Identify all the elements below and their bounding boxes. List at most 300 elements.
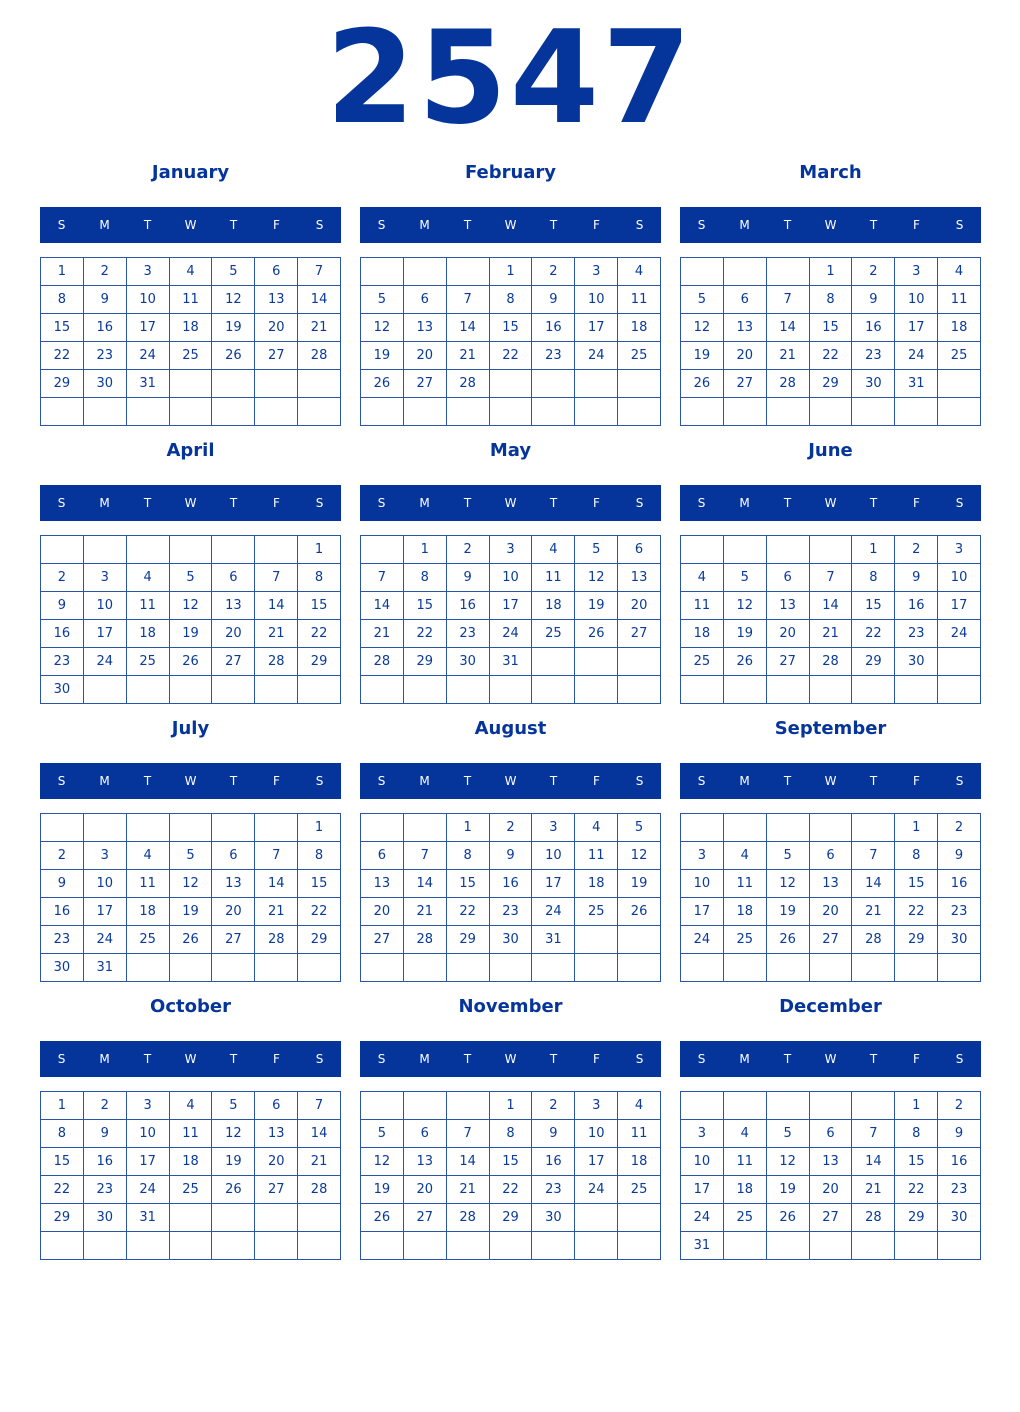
empty-day-cell (618, 676, 661, 704)
weekday-label: T (549, 218, 558, 232)
day-cell: 23 (41, 926, 84, 954)
day-cell: 31 (532, 926, 575, 954)
day-cell: 8 (41, 1120, 84, 1148)
day-cell: 26 (212, 1176, 255, 1204)
weekday-label: W (504, 218, 517, 232)
empty-day-cell (361, 814, 404, 842)
day-cell: 26 (212, 342, 255, 370)
empty-day-cell (298, 370, 341, 398)
weekday-label: T (463, 496, 472, 510)
day-cell: 10 (895, 286, 938, 314)
day-cell: 17 (127, 314, 170, 342)
day-cell: 9 (84, 1120, 127, 1148)
day-cell: 3 (84, 842, 127, 870)
day-cell: 17 (532, 870, 575, 898)
day-cell: 4 (532, 536, 575, 564)
day-cell: 20 (810, 1176, 853, 1204)
empty-day-cell (681, 814, 724, 842)
month-name: October (150, 996, 231, 1017)
month-name: March (799, 162, 862, 183)
weekday-header (680, 1041, 981, 1077)
empty-day-cell (212, 676, 255, 704)
weekday-label: T (463, 774, 472, 788)
weekday-label: S (697, 496, 706, 510)
day-cell: 1 (447, 814, 490, 842)
day-cell: 10 (938, 564, 981, 592)
weekday-label: S (57, 218, 66, 232)
weekday-label: T (783, 496, 792, 510)
day-cell: 11 (532, 564, 575, 592)
day-cell: 4 (127, 842, 170, 870)
day-cell: 15 (895, 1148, 938, 1176)
empty-day-cell (170, 1232, 213, 1260)
day-cell: 13 (404, 314, 447, 342)
day-cell: 22 (298, 620, 341, 648)
weekday-label: T (143, 218, 152, 232)
day-cell: 30 (41, 954, 84, 982)
day-cell: 20 (404, 1176, 447, 1204)
empty-day-cell (532, 398, 575, 426)
weekday-label: W (824, 218, 837, 232)
day-cell: 29 (298, 648, 341, 676)
day-cell: 23 (532, 1176, 575, 1204)
month-name: July (171, 718, 210, 739)
empty-day-cell (84, 676, 127, 704)
day-cell: 19 (361, 342, 404, 370)
month-name: August (474, 718, 547, 739)
weekday-label: S (955, 1052, 964, 1066)
empty-day-cell (724, 398, 767, 426)
empty-day-cell (575, 1204, 618, 1232)
weekday-label: T (869, 1052, 878, 1066)
day-cell: 12 (212, 1120, 255, 1148)
day-cell: 11 (724, 870, 767, 898)
day-cell: 8 (810, 286, 853, 314)
day-cell: 8 (895, 1120, 938, 1148)
day-cell: 7 (298, 258, 341, 286)
day-cell: 16 (532, 1148, 575, 1176)
weekday-header (360, 207, 661, 243)
empty-day-cell (575, 370, 618, 398)
day-cell: 15 (490, 314, 533, 342)
day-cell: 4 (681, 564, 724, 592)
empty-day-cell (298, 1204, 341, 1232)
month-name: January (151, 162, 230, 183)
day-cell: 15 (895, 870, 938, 898)
weekday-label: T (463, 1052, 472, 1066)
empty-day-cell (361, 1092, 404, 1120)
day-cell: 19 (212, 1148, 255, 1176)
day-grid (680, 535, 981, 704)
weekday-label: S (315, 1052, 324, 1066)
day-cell: 27 (404, 370, 447, 398)
day-cell: 16 (938, 870, 981, 898)
day-cell: 24 (532, 898, 575, 926)
empty-day-cell (852, 398, 895, 426)
day-cell: 2 (938, 814, 981, 842)
day-cell: 2 (41, 842, 84, 870)
empty-day-cell (810, 398, 853, 426)
day-cell: 21 (404, 898, 447, 926)
empty-day-cell (447, 258, 490, 286)
day-cell: 9 (41, 592, 84, 620)
day-cell: 23 (84, 342, 127, 370)
day-cell: 19 (618, 870, 661, 898)
empty-day-cell (810, 676, 853, 704)
empty-day-cell (361, 536, 404, 564)
weekday-label: M (419, 496, 430, 510)
day-cell: 14 (852, 870, 895, 898)
year-title: 2547 (325, 4, 695, 153)
day-cell: 23 (41, 648, 84, 676)
weekday-label: W (184, 774, 197, 788)
day-cell: 29 (404, 648, 447, 676)
day-cell: 28 (810, 648, 853, 676)
day-cell: 12 (618, 842, 661, 870)
empty-day-cell (255, 398, 298, 426)
day-cell: 10 (127, 286, 170, 314)
day-cell: 20 (618, 592, 661, 620)
month-name: June (808, 440, 853, 461)
day-cell: 1 (41, 1092, 84, 1120)
day-cell: 3 (575, 258, 618, 286)
day-cell: 23 (447, 620, 490, 648)
day-cell: 22 (895, 898, 938, 926)
empty-day-cell (724, 1092, 767, 1120)
weekday-label: S (955, 774, 964, 788)
day-cell: 9 (447, 564, 490, 592)
day-cell: 10 (127, 1120, 170, 1148)
empty-day-cell (212, 370, 255, 398)
empty-day-cell (575, 648, 618, 676)
day-cell: 28 (852, 1204, 895, 1232)
weekday-label: M (419, 218, 430, 232)
day-cell: 17 (938, 592, 981, 620)
day-cell: 21 (255, 620, 298, 648)
weekday-label: S (955, 218, 964, 232)
day-cell: 25 (532, 620, 575, 648)
weekday-label: W (504, 1052, 517, 1066)
weekday-label: M (739, 774, 750, 788)
day-cell: 12 (361, 314, 404, 342)
day-cell: 1 (895, 1092, 938, 1120)
day-cell: 28 (255, 648, 298, 676)
day-cell: 22 (41, 1176, 84, 1204)
day-cell: 28 (298, 1176, 341, 1204)
day-cell: 15 (41, 314, 84, 342)
weekday-label: S (377, 218, 386, 232)
day-cell: 6 (255, 1092, 298, 1120)
day-cell: 26 (361, 370, 404, 398)
empty-day-cell (212, 398, 255, 426)
day-cell: 21 (298, 314, 341, 342)
day-cell: 29 (852, 648, 895, 676)
empty-day-cell (724, 536, 767, 564)
day-cell: 21 (767, 342, 810, 370)
day-cell: 20 (404, 342, 447, 370)
day-cell: 5 (767, 1120, 810, 1148)
day-cell: 14 (404, 870, 447, 898)
day-cell: 24 (490, 620, 533, 648)
day-cell: 6 (724, 286, 767, 314)
day-cell: 5 (361, 1120, 404, 1148)
day-cell: 30 (938, 926, 981, 954)
day-cell: 21 (852, 1176, 895, 1204)
day-cell: 13 (404, 1148, 447, 1176)
day-cell: 29 (447, 926, 490, 954)
day-cell: 4 (170, 1092, 213, 1120)
empty-day-cell (127, 398, 170, 426)
weekday-label: S (57, 496, 66, 510)
day-cell: 11 (575, 842, 618, 870)
day-cell: 8 (447, 842, 490, 870)
day-cell: 28 (255, 926, 298, 954)
empty-day-cell (810, 814, 853, 842)
day-cell: 16 (84, 1148, 127, 1176)
day-cell: 24 (938, 620, 981, 648)
day-cell: 27 (724, 370, 767, 398)
weekday-label: S (635, 1052, 644, 1066)
weekday-label: F (273, 774, 280, 788)
day-cell: 15 (41, 1148, 84, 1176)
day-cell: 26 (361, 1204, 404, 1232)
day-cell: 15 (404, 592, 447, 620)
day-cell: 19 (170, 620, 213, 648)
day-cell: 6 (212, 564, 255, 592)
day-cell: 30 (447, 648, 490, 676)
day-cell: 9 (938, 1120, 981, 1148)
day-cell: 1 (810, 258, 853, 286)
day-cell: 2 (852, 258, 895, 286)
weekday-label: T (143, 496, 152, 510)
day-cell: 20 (767, 620, 810, 648)
weekday-label: S (697, 1052, 706, 1066)
empty-day-cell (767, 1092, 810, 1120)
day-cell: 27 (810, 926, 853, 954)
day-cell: 14 (298, 1120, 341, 1148)
month-name: November (458, 996, 563, 1017)
empty-day-cell (618, 648, 661, 676)
day-cell: 17 (127, 1148, 170, 1176)
day-cell: 3 (127, 1092, 170, 1120)
day-cell: 5 (724, 564, 767, 592)
empty-day-cell (170, 536, 213, 564)
day-cell: 26 (170, 926, 213, 954)
day-cell: 18 (724, 898, 767, 926)
weekday-header (680, 207, 981, 243)
empty-day-cell (575, 1232, 618, 1260)
month-name: September (774, 718, 887, 739)
empty-day-cell (895, 676, 938, 704)
weekday-label: S (377, 774, 386, 788)
empty-day-cell (938, 648, 981, 676)
empty-day-cell (532, 1232, 575, 1260)
day-cell: 4 (724, 842, 767, 870)
day-cell: 30 (41, 676, 84, 704)
day-cell: 31 (127, 1204, 170, 1232)
day-cell: 16 (532, 314, 575, 342)
empty-day-cell (532, 370, 575, 398)
weekday-header (40, 207, 341, 243)
day-cell: 26 (575, 620, 618, 648)
day-cell: 25 (724, 1204, 767, 1232)
weekday-label: F (273, 1052, 280, 1066)
day-cell: 28 (447, 1204, 490, 1232)
day-cell: 19 (681, 342, 724, 370)
day-cell: 18 (575, 870, 618, 898)
empty-day-cell (404, 1092, 447, 1120)
weekday-label: W (184, 496, 197, 510)
day-cell: 11 (170, 1120, 213, 1148)
day-cell: 7 (767, 286, 810, 314)
day-cell: 28 (404, 926, 447, 954)
weekday-label: W (824, 1052, 837, 1066)
day-cell: 18 (127, 898, 170, 926)
day-cell: 29 (810, 370, 853, 398)
day-cell: 15 (298, 592, 341, 620)
day-cell: 12 (767, 870, 810, 898)
empty-day-cell (361, 258, 404, 286)
day-cell: 14 (810, 592, 853, 620)
day-cell: 20 (724, 342, 767, 370)
day-cell: 6 (212, 842, 255, 870)
day-cell: 15 (852, 592, 895, 620)
empty-day-cell (298, 398, 341, 426)
empty-day-cell (361, 676, 404, 704)
empty-day-cell (618, 1204, 661, 1232)
empty-day-cell (618, 370, 661, 398)
day-cell: 26 (618, 898, 661, 926)
day-cell: 25 (618, 342, 661, 370)
empty-day-cell (212, 1232, 255, 1260)
day-cell: 7 (447, 1120, 490, 1148)
day-cell: 29 (41, 1204, 84, 1232)
empty-day-cell (810, 1092, 853, 1120)
day-cell: 15 (810, 314, 853, 342)
day-cell: 7 (852, 842, 895, 870)
day-cell: 14 (447, 314, 490, 342)
day-cell: 22 (447, 898, 490, 926)
day-cell: 25 (681, 648, 724, 676)
weekday-label: S (697, 774, 706, 788)
empty-day-cell (767, 676, 810, 704)
weekday-label: F (913, 1052, 920, 1066)
day-cell: 31 (490, 648, 533, 676)
empty-day-cell (532, 954, 575, 982)
day-cell: 18 (618, 314, 661, 342)
day-cell: 18 (532, 592, 575, 620)
empty-day-cell (212, 954, 255, 982)
weekday-header (680, 485, 981, 521)
day-cell: 30 (84, 1204, 127, 1232)
empty-day-cell (298, 1232, 341, 1260)
empty-day-cell (404, 814, 447, 842)
empty-day-cell (404, 1232, 447, 1260)
day-cell: 9 (895, 564, 938, 592)
day-cell: 27 (767, 648, 810, 676)
day-grid (40, 813, 341, 982)
empty-day-cell (490, 398, 533, 426)
day-cell: 28 (298, 342, 341, 370)
day-cell: 14 (255, 592, 298, 620)
weekday-label: M (739, 1052, 750, 1066)
weekday-label: M (419, 774, 430, 788)
day-grid (360, 1091, 661, 1260)
day-cell: 17 (575, 314, 618, 342)
day-cell: 26 (724, 648, 767, 676)
empty-day-cell (84, 814, 127, 842)
day-cell: 10 (681, 870, 724, 898)
day-cell: 20 (255, 1148, 298, 1176)
day-cell: 11 (127, 870, 170, 898)
empty-day-cell (938, 398, 981, 426)
day-cell: 23 (532, 342, 575, 370)
day-cell: 5 (618, 814, 661, 842)
day-cell: 4 (938, 258, 981, 286)
day-cell: 3 (575, 1092, 618, 1120)
empty-day-cell (255, 1204, 298, 1232)
day-cell: 12 (575, 564, 618, 592)
empty-day-cell (41, 398, 84, 426)
day-cell: 21 (361, 620, 404, 648)
empty-day-cell (938, 954, 981, 982)
day-cell: 30 (895, 648, 938, 676)
weekday-label: F (593, 218, 600, 232)
empty-day-cell (212, 814, 255, 842)
day-cell: 10 (84, 870, 127, 898)
day-cell: 11 (618, 286, 661, 314)
day-cell: 12 (170, 592, 213, 620)
empty-day-cell (361, 954, 404, 982)
day-cell: 8 (490, 286, 533, 314)
empty-day-cell (895, 954, 938, 982)
day-cell: 2 (938, 1092, 981, 1120)
day-cell: 25 (575, 898, 618, 926)
empty-day-cell (767, 258, 810, 286)
day-cell: 18 (127, 620, 170, 648)
day-grid (360, 257, 661, 426)
day-cell: 16 (490, 870, 533, 898)
weekday-label: T (549, 1052, 558, 1066)
day-cell: 9 (532, 1120, 575, 1148)
day-cell: 3 (938, 536, 981, 564)
day-cell: 17 (681, 898, 724, 926)
weekday-label: T (463, 218, 472, 232)
day-cell: 28 (447, 370, 490, 398)
day-cell: 5 (212, 258, 255, 286)
day-cell: 12 (724, 592, 767, 620)
day-cell: 26 (170, 648, 213, 676)
weekday-label: T (143, 774, 152, 788)
day-cell: 30 (84, 370, 127, 398)
day-cell: 15 (447, 870, 490, 898)
weekday-label: W (504, 496, 517, 510)
empty-day-cell (895, 1232, 938, 1260)
empty-day-cell (618, 398, 661, 426)
empty-day-cell (532, 676, 575, 704)
weekday-label: M (99, 774, 110, 788)
day-cell: 1 (41, 258, 84, 286)
day-grid (680, 1091, 981, 1260)
day-cell: 6 (361, 842, 404, 870)
empty-day-cell (170, 370, 213, 398)
weekday-label: T (869, 496, 878, 510)
day-cell: 18 (938, 314, 981, 342)
day-cell: 19 (767, 1176, 810, 1204)
weekday-label: S (635, 496, 644, 510)
day-cell: 17 (84, 898, 127, 926)
weekday-label: T (229, 774, 238, 788)
